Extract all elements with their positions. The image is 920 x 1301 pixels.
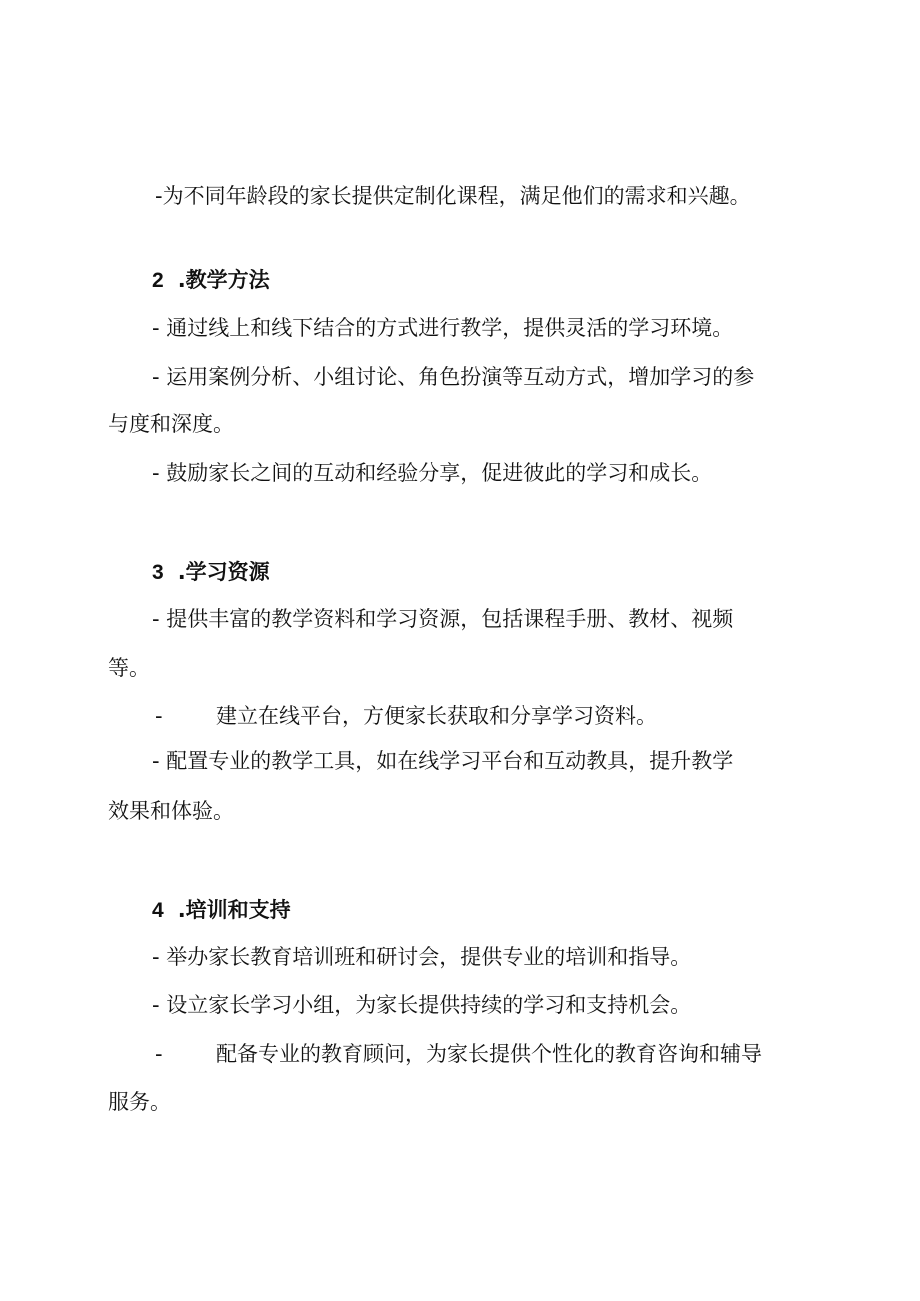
intro-line: -为不同年龄段的家长提供定制化课程，满足他们的需求和兴趣。 bbox=[155, 184, 751, 208]
section-heading-3 bbox=[152, 557, 270, 588]
paragraph-line: - 鼓励家长之间的互动和经验分享，促进彼此的学习和成长。 bbox=[152, 461, 713, 485]
paragraph-line: - 通过线上和线下结合的方式进行教学，提供灵活的学习环境。 bbox=[152, 316, 734, 340]
section-heading-2 bbox=[152, 265, 270, 296]
section-number: 4 bbox=[152, 899, 164, 922]
section-heading-4 bbox=[152, 895, 291, 926]
section-number: 2 bbox=[152, 269, 164, 292]
paragraph-line: - 运用案例分析、小组讨论、角色扮演等互动方式，增加学习的参 bbox=[152, 365, 755, 389]
paragraph-line: 效果和体验。 bbox=[108, 799, 234, 823]
paragraph-line: 建立在线平台，方便家长获取和分享学习资料。 bbox=[216, 704, 657, 728]
paragraph-line: 与度和深度。 bbox=[108, 412, 234, 436]
paragraph-line: - 设立家长学习小组，为家长提供持续的学习和支持机会。 bbox=[152, 993, 692, 1017]
paragraph-line: 配备专业的教育顾问，为家长提供个性化的教育咨询和辅导 bbox=[216, 1042, 762, 1066]
paragraph-line: 等。 bbox=[108, 656, 150, 680]
section-title: .教学方法 bbox=[177, 268, 270, 292]
list-dash: - bbox=[155, 704, 163, 728]
section-number: 3 bbox=[152, 561, 164, 584]
paragraph-line: - 提供丰富的教学资料和学习资源，包括课程手册、教材、视频 bbox=[152, 607, 734, 631]
paragraph-line: - 配置专业的教学工具，如在线学习平台和互动教具，提升教学 bbox=[152, 749, 734, 773]
section-title: .学习资源 bbox=[177, 560, 270, 584]
list-dash: - bbox=[155, 1042, 163, 1066]
paragraph-line: 服务。 bbox=[108, 1090, 171, 1114]
paragraph-line: - 举办家长教育培训班和研讨会，提供专业的培训和指导。 bbox=[152, 945, 692, 969]
section-title: .培训和支持 bbox=[177, 898, 291, 922]
